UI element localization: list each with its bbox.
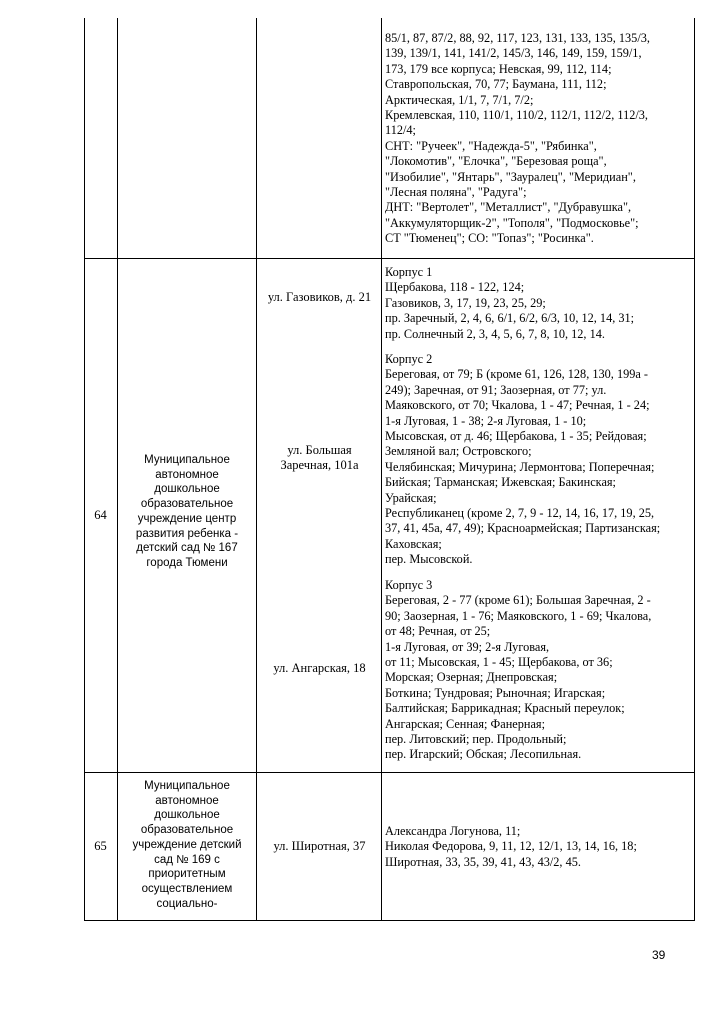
address-line: ул. Ангарская, 18 <box>273 661 366 675</box>
list-line: 1-я Луговая, от 39; 2-я Луговая, <box>385 639 550 654</box>
list-line: Маяковского, от 70; Чкалова, 1 - 47; Речная, 1 - 24; <box>385 398 650 413</box>
street-list <box>385 824 694 870</box>
list-line: 249); Заречная, от 91; Заозерная, от 77; ул. <box>385 382 607 397</box>
list-line: Земляной вал; Островского; <box>385 444 532 459</box>
org-line: сад № 169 с <box>154 853 220 866</box>
building-address <box>257 661 382 676</box>
address-line: ул. Большая <box>287 443 352 457</box>
list-line: Береговая, 2 - 77 (кроме 61); Большая Заречная, 2 - <box>385 593 651 608</box>
list-line: Александра Логунова, 11; <box>385 824 521 838</box>
org-line: приоритетным <box>148 868 226 881</box>
list-line: Газовиков, 3, 17, 19, 23, 25, 29; <box>385 295 546 310</box>
row-number: 64 <box>94 508 107 522</box>
list-line: 139, 139/1, 141, 141/2, 145/3, 146, 149, 159, 159/1, <box>385 46 642 61</box>
list-line: СТ "Тюменец"; СО: "Топаз"; "Росинка". <box>385 231 594 246</box>
list-line: Боткина; Тундровая; Рыночная; Игарская; <box>385 685 606 700</box>
list-line: от 11; Мысовская, 1 - 45; Щербакова, от 36; <box>385 654 613 669</box>
list-line: пр. Солнечный 2, 3, 4, 5, 6, 7, 8, 10, 12, 14. <box>385 326 605 341</box>
org-line: дошкольное <box>154 483 220 496</box>
address-table <box>84 18 695 921</box>
org-line: Муниципальное <box>144 780 230 792</box>
org-line: учреждение детский <box>132 838 242 851</box>
org-line: развития ребенка - <box>135 527 239 540</box>
address-line: ул. Широтная, 37 <box>273 839 366 853</box>
org-line: учреждение центр <box>137 512 237 525</box>
list-line: Бийская; Тарманская; Ижевская; Бакинская; <box>385 475 616 490</box>
list-line: 173, 179 все корпуса; Невская, 99, 112, 114; <box>385 61 612 76</box>
row-number: 65 <box>94 839 107 853</box>
org-line: образовательное <box>140 498 234 511</box>
list-line: Республиканец (кроме 2, 7, 9 - 12, 14, 16, 17, 19, 25, <box>385 505 655 520</box>
table-border-bottom <box>84 920 695 921</box>
list-line: пер. Игарский; Обская; Лесопильная. <box>385 747 582 762</box>
list-line: 85/1, 87, 87/2, 88, 92, 117, 123, 131, 133, 135, 135/3, <box>385 31 650 45</box>
row-divider <box>84 772 695 773</box>
list-line: Корпус 3 <box>385 578 433 592</box>
list-line: 1-я Луговая, 1 - 38; 2-я Луговая, 1 - 10; <box>385 413 587 428</box>
list-line: Корпус 2 <box>385 352 433 366</box>
building-address <box>257 290 382 305</box>
list-line: Ставропольская, 70, 77; Баумана, 111, 112; <box>385 77 607 92</box>
list-line: от 48; Речная, от 25; <box>385 624 491 639</box>
org-line: образовательное <box>140 824 234 837</box>
list-line: пр. Заречный, 2, 4, 6, 6/1, 6/2, 6/3, 10, 12, 14, 31; <box>385 311 635 326</box>
list-line: "Локомотив", "Елочка", "Березовая роща", <box>385 154 607 169</box>
list-line: пер. Литовский; пер. Продольный; <box>385 731 567 746</box>
list-line: Широтная, 33, 35, 39, 41, 43, 43/2, 45. <box>385 854 581 869</box>
org-line: осуществлением <box>141 882 233 895</box>
list-line: 90; Заозерная, 1 - 76; Маяковского, 1 - 69; Чкалова, <box>385 608 652 623</box>
building-address <box>257 839 382 854</box>
list-line: Морская; Озерная; Днепровская; <box>385 670 558 685</box>
org-line: автономное <box>155 794 219 807</box>
list-line: Корпус 1 <box>385 265 433 279</box>
street-list-building-3 <box>385 578 694 763</box>
street-list-building-2 <box>385 352 694 567</box>
address-line: ул. Газовиков, д. 21 <box>267 290 372 304</box>
list-line: Николая Федорова, 9, 11, 12, 12/1, 13, 14, 16, 18; <box>385 839 637 854</box>
street-list-building-1 <box>385 265 694 342</box>
list-line: пер. Мысовской. <box>385 552 473 567</box>
list-line: Балтийская; Баррикадная; Красный переулок; <box>385 701 625 716</box>
building-address <box>257 443 382 473</box>
org-line: города Тюмени <box>146 556 228 569</box>
list-line: Кремлевская, 110, 110/1, 110/2, 112/1, 112/2, 112/3, <box>385 107 649 122</box>
list-line: 37, 41, 45а, 47, 49); Красноармейская; Партизанская; <box>385 521 661 536</box>
table-border-left <box>84 18 85 921</box>
address-line: Заречная, 101а <box>280 458 359 472</box>
org-line: автономное <box>155 468 219 481</box>
organization-name <box>117 779 257 911</box>
list-line: Арктическая, 1/1, 7, 7/1, 7/2; <box>385 92 534 107</box>
list-line: "Аккумуляторщик-2", "Тополя", "Подмосковье"; <box>385 215 639 230</box>
list-line: Щербакова, 118 - 122, 124; <box>385 280 525 295</box>
list-line: Береговая, от 79; Б (кроме 61, 126, 128, 130, 199а - <box>385 367 649 382</box>
list-line: "Лесная поляна", "Радуга"; <box>385 184 527 199</box>
list-line: Каховская; <box>385 536 442 551</box>
table-border-right <box>694 18 695 921</box>
org-line: социально- <box>156 897 218 910</box>
street-list <box>385 31 694 246</box>
organization-name <box>117 453 257 571</box>
list-line: Мысовская, от д. 46; Щербакова, 1 - 35; Рейдовая; <box>385 428 647 443</box>
page-number: 39 <box>652 948 666 962</box>
org-line: детский сад № 167 <box>136 542 238 555</box>
list-line: СНТ: "Ручеек", "Надежда-5", "Рябинка", <box>385 138 597 153</box>
list-line: "Изобилие", "Янтарь", "Зауралец", "Меридиан", <box>385 169 636 184</box>
list-line: Урайская; <box>385 490 437 505</box>
row-divider <box>84 258 695 259</box>
org-line: дошкольное <box>154 809 220 822</box>
list-line: Челябинская; Мичурина; Лермонтова; Поперечная; <box>385 459 655 474</box>
org-line: Муниципальное <box>144 454 230 466</box>
list-line: ДНТ: "Вертолет", "Металлист", "Дубравушка", <box>385 200 632 215</box>
list-line: 112/4; <box>385 123 416 138</box>
list-line: Ангарская; Сенная; Фанерная; <box>385 716 546 731</box>
